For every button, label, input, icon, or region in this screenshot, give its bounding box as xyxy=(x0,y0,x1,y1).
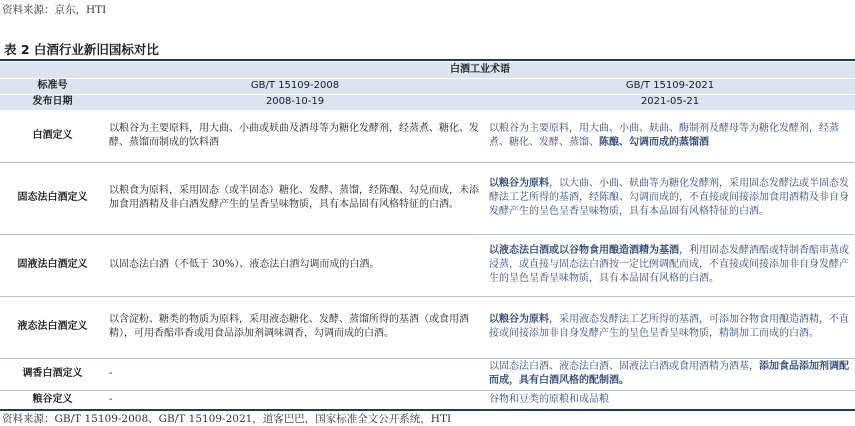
highlighted-text: 陈酿、勾调而成的蒸馏酒 xyxy=(599,137,709,148)
highlighted-text: 添加食品添加剂调配而成，具有白酒风格的配制酒。 xyxy=(489,361,849,386)
old-date: 2008-10-19 xyxy=(105,94,485,110)
highlighted-text: 以液态法白酒或以谷物食用酿造酒精为基酒 xyxy=(489,245,679,256)
row-label: 粮谷定义 xyxy=(0,390,105,410)
standard-label: 标准号 xyxy=(0,78,105,94)
table-row xyxy=(0,390,855,410)
definition-text: 以粮谷为主要原料，用大曲、小曲、麸曲、 xyxy=(489,123,679,134)
table-row xyxy=(0,110,855,162)
definition-text: 酶制剂及酵母等为糖化发酵剂 xyxy=(679,123,809,134)
new-definition xyxy=(485,162,855,234)
definition-text: ，经蒸煮、糖化、发酵、蒸馏、 xyxy=(489,123,839,148)
definition-text: 谷物和豆类的原粮和成品粮 xyxy=(489,393,609,405)
row-label: 白酒定义 xyxy=(0,110,105,162)
definition-text: ，以大曲、小曲、麸曲等为糖化发酵剂，采用固态发酵法或半固态发酵法工艺所得的基酒，经陈酿、勾调而成的，不直接或间接添加食用酒精及非自身发酵产生的呈色呈香呈味物质，具有本品固有风格特征的白酒。 xyxy=(489,178,849,217)
old-definition: 以固态法白酒（不低于 30%）、液态法白酒勾调而成的白酒。 xyxy=(105,234,485,296)
table-row xyxy=(0,162,855,234)
row-label: 固液法白酒定义 xyxy=(0,234,105,296)
new-definition xyxy=(485,358,855,390)
definition-rows xyxy=(0,110,855,410)
standards-comparison-table xyxy=(0,62,855,411)
old-definition: - xyxy=(105,390,485,410)
date-label: 发布日期 xyxy=(0,94,105,110)
group-header-row xyxy=(0,62,855,78)
row-label: 固态法白酒定义 xyxy=(0,162,105,234)
old-definition: 以粮食为原料，采用固态（或半固态）糖化、发酵、蒸馏，经陈酿、勾兑而成，未添加食用酒精及非白酒发酵产生的呈香呈味物质，具有本品固有风格特征的白酒。 xyxy=(105,162,485,234)
table-row xyxy=(0,358,855,390)
row-label: 液态法白酒定义 xyxy=(0,296,105,358)
row-label: 调香白酒定义 xyxy=(0,358,105,390)
source-note-bottom: 资料来源：GB/T 15109-2008、GB/T 15109-2021，道客巴巴，国家标准全文公开系统，HTI xyxy=(2,413,452,425)
definition-text: ，采用液态发酵法工艺所得的基酒，可添加谷物食用酿造酒精，不直接或间接添加非自身发酵产生的呈色呈香呈味物质，精制加工而成的白酒。 xyxy=(489,314,849,339)
new-date: 2021-05-21 xyxy=(485,94,855,110)
new-definition xyxy=(485,110,855,162)
source-note-top: 资料来源：京东，HTI xyxy=(2,4,107,16)
highlighted-text: 以粮谷为原料 xyxy=(489,178,549,189)
old-standard: GB/T 15109-2008 xyxy=(105,78,485,94)
highlighted-text: 以粮谷为原料 xyxy=(489,314,549,325)
old-definition: 以粮谷为主要原料，用大曲、小曲或麸曲及酒母等为糖化发酵剂，经蒸煮、糖化、发酵、蒸馏而制成的饮料酒 xyxy=(105,110,485,162)
table-row xyxy=(0,296,855,358)
definition-text: ，利用固态发酵酒醅或特制香醅串蒸或浸蒸，或直接与固态法白酒按一定比例调配而成，不直接或间接添加非自身发酵产生的呈色呈香呈味物质，具有本品固有风格的白酒。 xyxy=(489,245,849,284)
definition-text: 以固态法白酒、液态法白酒、固液法白酒或食用酒精为酒基， xyxy=(489,361,759,372)
new-definition xyxy=(485,234,855,296)
title-rule xyxy=(0,59,855,61)
table-row xyxy=(0,234,855,296)
new-definition xyxy=(485,296,855,358)
new-standard: GB/T 15109-2021 xyxy=(485,78,855,94)
new-definition xyxy=(485,390,855,410)
old-definition: - xyxy=(105,358,485,390)
group-header: 白酒工业术语 xyxy=(105,62,855,78)
date-row xyxy=(0,94,855,110)
table-title: 表 2 白酒行业新旧国标对比 xyxy=(4,42,159,57)
standard-row xyxy=(0,78,855,94)
old-definition: 以含淀粉、糖类的物质为原料，采用液态糖化、发酵、蒸馏所得的基酒（或食用酒精），可用香醅串香或用食品添加剂调味调香，勾调而成的白酒。 xyxy=(105,296,485,358)
